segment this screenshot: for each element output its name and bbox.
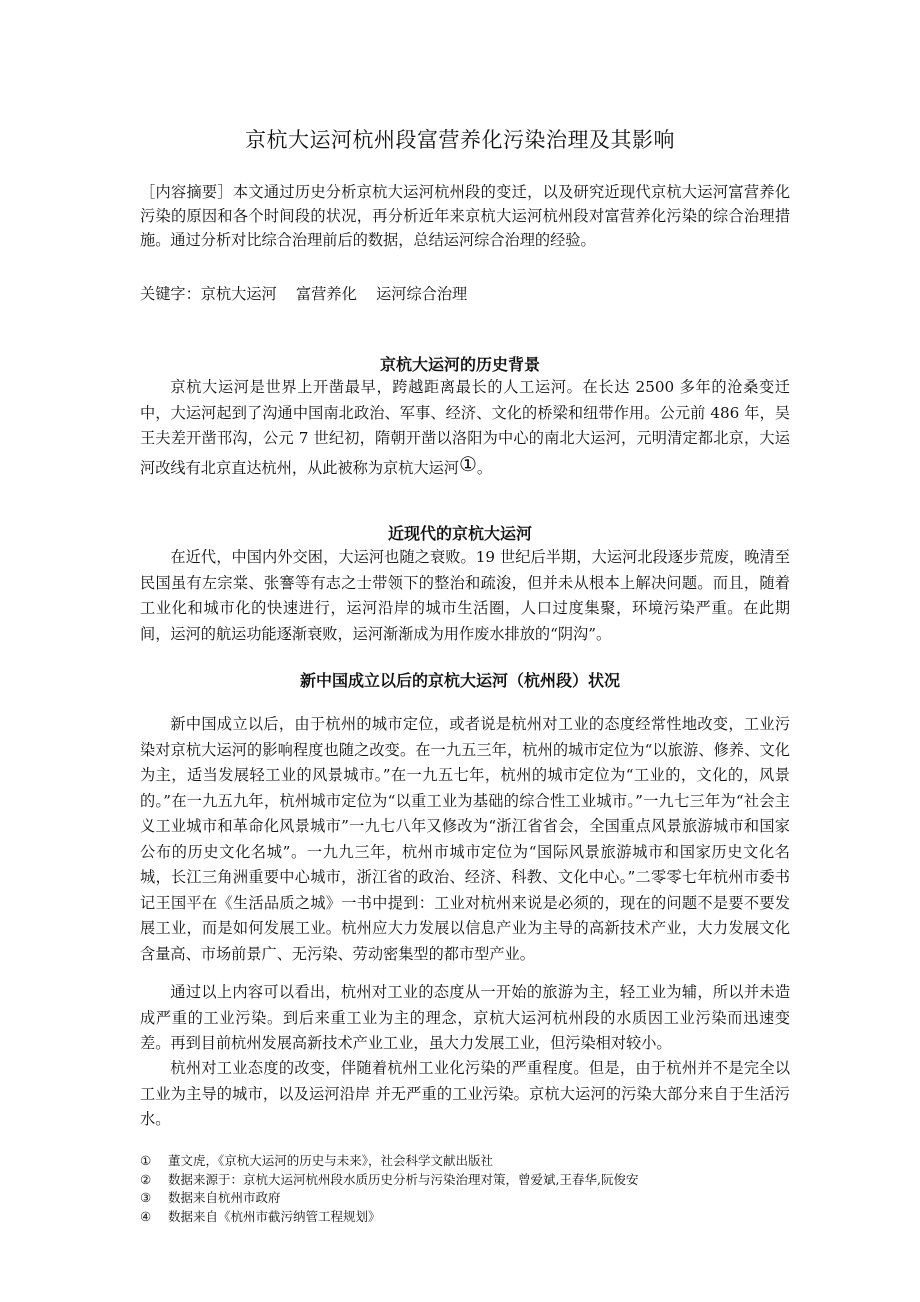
abstract (140, 180, 790, 252)
paragraph-text: 京杭大运河是世界上开凿最早，跨越距离最长的人工运河。在长达 2500 多年的沧桑变迁中，大运河起到了沟通中国南北政治、军事、经济、文化的桥梁和纽带作用。公元前 486 年，吴王夫差开凿邗沟，公元 7 世纪初，隋朝开凿以洛阳为中心的南北大运河，元明清定都北京，大运河改线有北京直达杭州，从此被称为京杭大运河 (140, 378, 790, 477)
footnote-number: ① (140, 1153, 152, 1168)
paragraph-pollution-source: 杭州对工业态度的改变，伴随着杭州工业化污染的严重程度。但是，由于杭州并不是完全以工业为主导的城市，以及运河沿岸 并无严重的工业污染。京杭大运河的污染大部分来自于生活污水。 (140, 1059, 790, 1128)
keyword: 富营养化 (296, 285, 357, 303)
abstract-label: ［内容摘要］ (140, 183, 233, 201)
section-heading-history: 京杭大运河的历史背景 (379, 355, 540, 374)
footnote (140, 1171, 790, 1190)
keyword: 京杭大运河 (200, 285, 277, 303)
footnote-number: ② (140, 1171, 152, 1187)
footnote-number: ④ (140, 1208, 152, 1224)
footnote-text: 数据来自《杭州市截污纳管工程规划》 (168, 1208, 381, 1224)
paragraph-modern: 在近代，中国内外交困，大运河也随之衰败。19 世纪后半期，大运河北段逐步荒废，晚清至民国虽有左宗棠、张謇等有志之士带领下的整治和疏浚，但并未从根本上解决问题。而且，随着工业化和城市化的快速进行，运河沿岸的城市生活圈，人口过度集聚，环境污染严重。在此期间，运河的航运功能逐渐衰败，运河渐渐成为用作废水排放的“阴沟”。 (140, 548, 790, 643)
footnote-reference: ① (458, 451, 477, 476)
footnote-text: 数据来源于：京杭大运河杭州段水质历史分析与污染治理对策，曾爱斌,王春华,阮俊安 (168, 1171, 639, 1187)
footnotes (140, 1152, 790, 1226)
paragraph-tail: 。 (476, 458, 493, 477)
paragraph-history (140, 375, 790, 481)
paragraph-city-positioning: 新中国成立以后，由于杭州的城市定位，或者说是杭州对工业的态度经常性地改变，工业污染对京杭大运河的影响程度也随之改变。在一九五三年，杭州的城市定位为“以旅游、修养、文化为主，适当发展轻工业的风景城市。”在一九五七年，杭州的城市定位为“工业的，文化的，风景的。”在一九五九年，杭州城市定位为“以重工业为基础的综合性工业城市。”一九七三年为“社会主义工业城市和革命化风景城市”一九七八年又修改为“浙江省省会，全国重点风景旅游城市和国家公布的历史文化名城”。一九九三年，杭州市城市定位为“国际风景旅游城市和国家历史文化名城，长江三角洲重要中心城市，浙江省的政治、经济、科教、文化中心。”二零零七年杭州市委书记王国平在《生活品质之城》一书中提到：工业对杭州来说是必须的，现在的问题不是要不要发展工业，而是如何发展工业。杭州应大力发展以信息产业为主导的高新技术产业，大力发展文化含量高、市场前景广、无污染、劳动密集型的都市型产业。 (140, 715, 790, 963)
abstract-text: 本文通过历史分析京杭大运河杭州段的变迁，以及研究近现代京杭大运河富营养化污染的原因和各个时间段的状况，再分析近年来京杭大运河杭州段对富营养化污染的综合治理措施。通过分析对比综合治理前后的数据，总结运河综合治理的经验。 (140, 183, 791, 249)
keyword: 运河综合治理 (376, 285, 468, 303)
keywords-label: 关键字： (140, 285, 201, 303)
paragraph-industry-attitude: 通过以上内容可以看出，杭州对工业的态度从一开始的旅游为主，轻工业为辅，所以并未造成严重的工业污染。到后来重工业为主的理念，京杭大运河杭州段的水质因工业污染而迅速变差。再到目前杭州发展高新技术产业工业，虽大力发展工业，但污染相对较小。 (140, 983, 790, 1052)
section-heading-modern: 近现代的京杭大运河 (387, 524, 532, 543)
footnote (140, 1152, 790, 1171)
footnote-text: 董文虎，《京杭大运河的历史与未来》，社会科学文献出版社 (168, 1153, 494, 1168)
footnote (140, 1189, 790, 1208)
keywords (140, 282, 467, 306)
document-title: 京杭大运河杭州段富营养化污染治理及其影响 (245, 128, 675, 152)
footnote (140, 1208, 790, 1227)
footnote-number: ③ (140, 1190, 152, 1205)
section-heading-new-china: 新中国成立以后的京杭大运河（杭州段）状况 (299, 671, 620, 690)
footnote-text: 数据来自杭州市政府 (168, 1190, 281, 1205)
